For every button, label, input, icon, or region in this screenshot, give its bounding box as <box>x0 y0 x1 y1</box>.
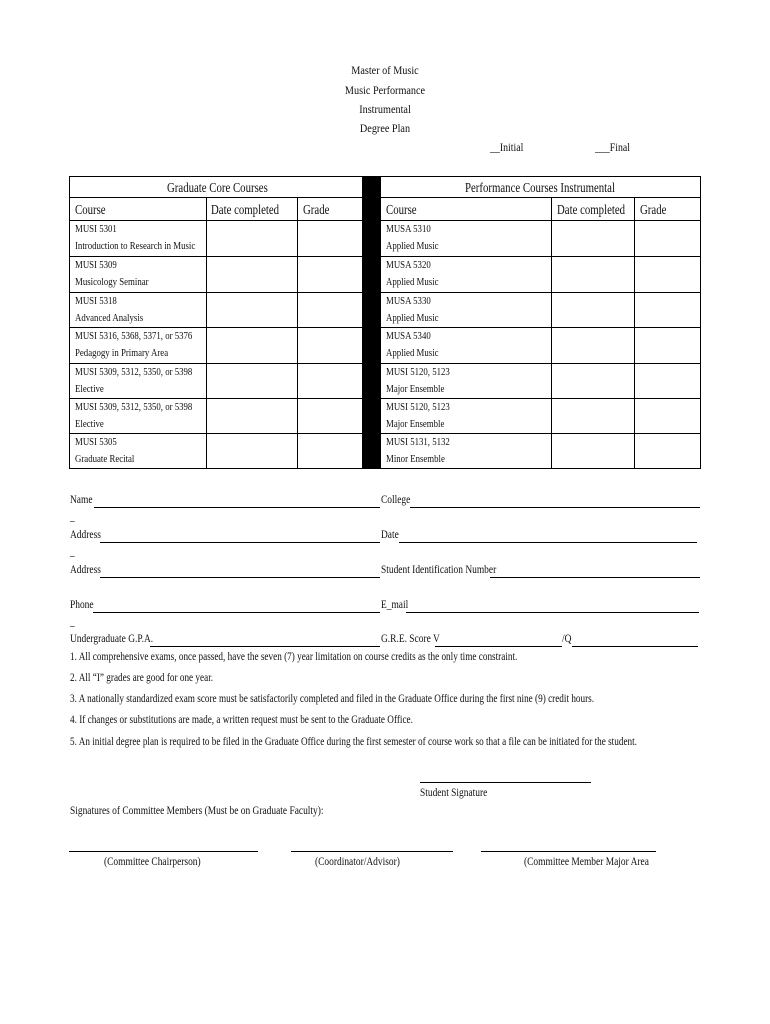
title-line-4: Degree Plan <box>359 121 411 135</box>
perf-row-5: MUSI 5120, 5123 Major Ensemble <box>386 366 450 395</box>
final-checkbox[interactable]: ___Final <box>595 140 630 154</box>
core-row-1: MUSI 5301 Introduction to Research in Music <box>75 223 196 252</box>
gpa-field[interactable] <box>150 646 380 647</box>
college-label: College <box>381 494 411 506</box>
perf-col-date: Date completed <box>557 202 626 217</box>
perf-row-3: MUSA 5330 Applied Music <box>386 295 439 324</box>
performance-courses-table <box>380 176 701 469</box>
date-label: Date <box>381 529 399 541</box>
core-courses-table <box>69 176 363 469</box>
member-label: (Committee Member Major Area <box>524 856 649 868</box>
college-field[interactable] <box>410 507 700 508</box>
perf-col-grade: Grade <box>640 202 667 217</box>
core-col-course: Course <box>75 202 106 217</box>
committee-heading: Signatures of Committee Members (Must be on Graduate Faculty): <box>70 805 324 817</box>
perf-row-1: MUSA 5310 Applied Music <box>386 223 439 252</box>
core-row-4: MUSI 5316, 5368, 5371, or 5376 Pedagogy in Primary Area <box>75 330 193 359</box>
student-signature-label: Student Signature <box>420 787 488 799</box>
name-label: Name <box>70 494 93 506</box>
address-field[interactable] <box>100 542 380 543</box>
chair-label: (Committee Chairperson) <box>104 856 201 868</box>
note-2: 2. All “I” grades are good for one year. <box>70 672 214 684</box>
core-row-2: MUSI 5309 Musicology Seminar <box>75 259 149 288</box>
core-row-3: MUSI 5318 Advanced Analysis <box>75 295 144 324</box>
perf-row-7: MUSI 5131, 5132 Minor Ensemble <box>386 436 450 465</box>
table-divider <box>363 176 380 469</box>
note-1: 1. All comprehensive exams, once passed, have the seven (7) year limitation on course credits as the only time constraint. <box>70 651 518 663</box>
underscore-mark-2: _ <box>70 546 75 558</box>
note-5: 5. An initial degree plan is required to be filed in the Graduate Office during the first semester of course work so that a file can be initiated for the student. <box>70 736 637 748</box>
initial-checkbox[interactable]: __Initial <box>490 140 524 154</box>
perf-row-2: MUSA 5320 Applied Music <box>386 259 439 288</box>
note-4: 4. If changes or substitutions are made, a written request must be sent to the Graduate Office. <box>70 714 413 726</box>
email-field[interactable] <box>406 612 699 613</box>
address-label: Address <box>70 529 101 541</box>
gre-quant-field[interactable] <box>572 646 698 647</box>
core-col-date: Date completed <box>211 202 280 217</box>
email-label: E_mail <box>381 599 409 611</box>
title-line-1: Master of Music <box>351 63 419 77</box>
phone-field[interactable] <box>93 612 380 613</box>
chair-signature-line[interactable] <box>69 851 258 852</box>
title-line-2: Music Performance <box>344 83 426 97</box>
note-3: 3. A nationally standardized exam score must be satisfactorily completed and filed in the Graduate Office during the first nine (9) credit hours. <box>70 693 595 705</box>
title-line-3: Instrumental <box>359 102 411 116</box>
gre-label: G.R.E. Score V <box>381 633 440 645</box>
gre-q-label: /Q <box>562 633 572 645</box>
core-table-title: Graduate Core Courses <box>167 180 268 195</box>
date-field[interactable] <box>399 542 697 543</box>
phone-label: Phone <box>70 599 94 611</box>
name-field[interactable] <box>94 507 380 508</box>
perf-row-6: MUSI 5120, 5123 Major Ensemble <box>386 401 450 430</box>
student-id-field[interactable] <box>490 577 700 578</box>
coordinator-signature-line[interactable] <box>291 851 453 852</box>
core-col-grade: Grade <box>303 202 330 217</box>
gpa-label: Undergraduate G.P.A. <box>70 633 154 645</box>
core-row-5: MUSI 5309, 5312, 5350, or 5398 Elective <box>75 366 193 395</box>
core-row-6: MUSI 5309, 5312, 5350, or 5398 Elective <box>75 401 193 430</box>
coordinator-label: (Coordinator/Advisor) <box>315 856 400 868</box>
address-2-label: Address <box>70 564 101 576</box>
student-signature-line[interactable] <box>420 782 591 783</box>
student-id-label: Student Identification Number <box>381 564 497 576</box>
perf-table-title: Performance Courses Instrumental <box>465 180 615 195</box>
perf-col-course: Course <box>386 202 417 217</box>
perf-row-4: MUSA 5340 Applied Music <box>386 330 439 359</box>
gre-verbal-field[interactable] <box>435 646 562 647</box>
member-signature-line[interactable] <box>481 851 656 852</box>
underscore-mark-3: _ <box>70 616 75 628</box>
address-2-field[interactable] <box>100 577 380 578</box>
underscore-mark-1: _ <box>70 511 75 523</box>
core-row-7: MUSI 5305 Graduate Recital <box>75 436 135 465</box>
